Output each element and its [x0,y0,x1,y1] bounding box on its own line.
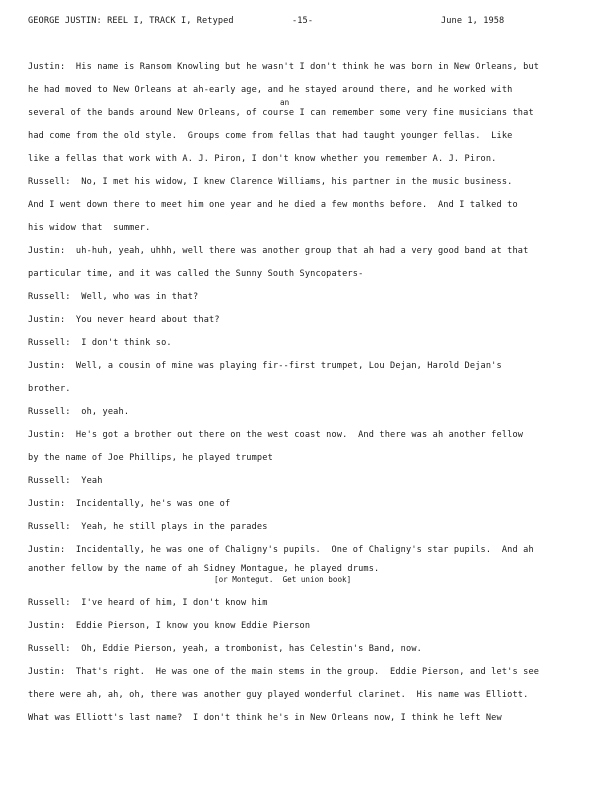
transcript-line: like a fellas that work with A. J. Piron, I don't know whether you remember A. J. Piron. [28,154,497,164]
transcript-line: there were ah, ah, oh, there was another guy played wonderful clarinet. His name was Elliott. [28,690,529,700]
transcript-line: Russell: Oh, Eddie Pierson, yeah, a trombonist, has Celestin's Band, now. [28,644,422,654]
transcript-line: Russell: Yeah [28,476,103,486]
transcript-line: particular time, and it was called the Sunny South Syncopaters- [28,269,364,279]
transcript-line: had come from the old style. Groups come from fellas that had taught younger fellas. Like [28,131,513,141]
transcript-line: Justin: He's got a brother out there on the west coast now. And there was ah another fellow [28,430,524,440]
transcript-line: another fellow by the name of ah Sidney Montague, he played drums. [28,564,380,574]
transcript-line: Justin: His name is Ransom Knowling but he wasn't I don't think he was born in New Orleans, but [28,62,540,72]
transcript-line: Russell: Well, who was in that? [28,292,199,302]
transcript-line: by the name of Joe Phillips, he played trumpet [28,453,273,463]
transcript-line: Justin: uh-huh, yeah, uhhh, well there was another group that ah had a very good band at that [28,246,529,256]
transcript-line: Russell: No, I met his widow, I knew Clarence Williams, his partner in the music business. [28,177,513,187]
transcript-line: his widow that summer. [28,223,151,233]
header-title: GEORGE JUSTIN: REEL I, TRACK I, Retyped [28,16,234,26]
transcript-line: Justin: Incidentally, he was one of Chaligny's pupils. One of Chaligny's star pupils. And ah [28,545,534,555]
transcript-line: Justin: You never heard about that? [28,315,220,325]
transcript-line: Justin: That's right. He was one of the main stems in the group. Eddie Pierson, and let's see [28,667,540,677]
transcript-line: he had moved to New Orleans at ah-early age, and he stayed around there, and he worked with [28,85,513,95]
transcript-line: Russell: oh, yeah. [28,407,130,417]
page-number: -15- [292,16,314,26]
page-header [28,16,588,30]
transcript-line: Justin: Eddie Pierson, I know you know Eddie Pierson [28,621,311,631]
header-date: June 1, 1958 [441,16,505,26]
transcript-line: And I went down there to meet him one year and he died a few months before. And I talked to [28,200,518,210]
handwritten-insert-note: [or Montegut. Get union book] [214,575,352,584]
transcript-line: Justin: Incidentally, he's was one of [28,499,231,509]
transcript-line: brother. [28,384,71,394]
transcript-line: Russell: I've heard of him, I don't know him [28,598,268,608]
transcript-line: several of the bands around New Orleans, of course I can remember some very fine musicians that [28,108,534,118]
transcript-line: Russell: Yeah, he still plays in the parades [28,522,268,532]
transcript-line: Russell: I don't think so. [28,338,172,348]
transcript-line: What was Elliott's last name? I don't think he's in New Orleans now, I think he left New [28,713,502,723]
handwritten-insert-an: an [280,98,290,107]
transcript-line: Justin: Well, a cousin of mine was playing fir--first trumpet, Lou Dejan, Harold Dejan's [28,361,502,371]
